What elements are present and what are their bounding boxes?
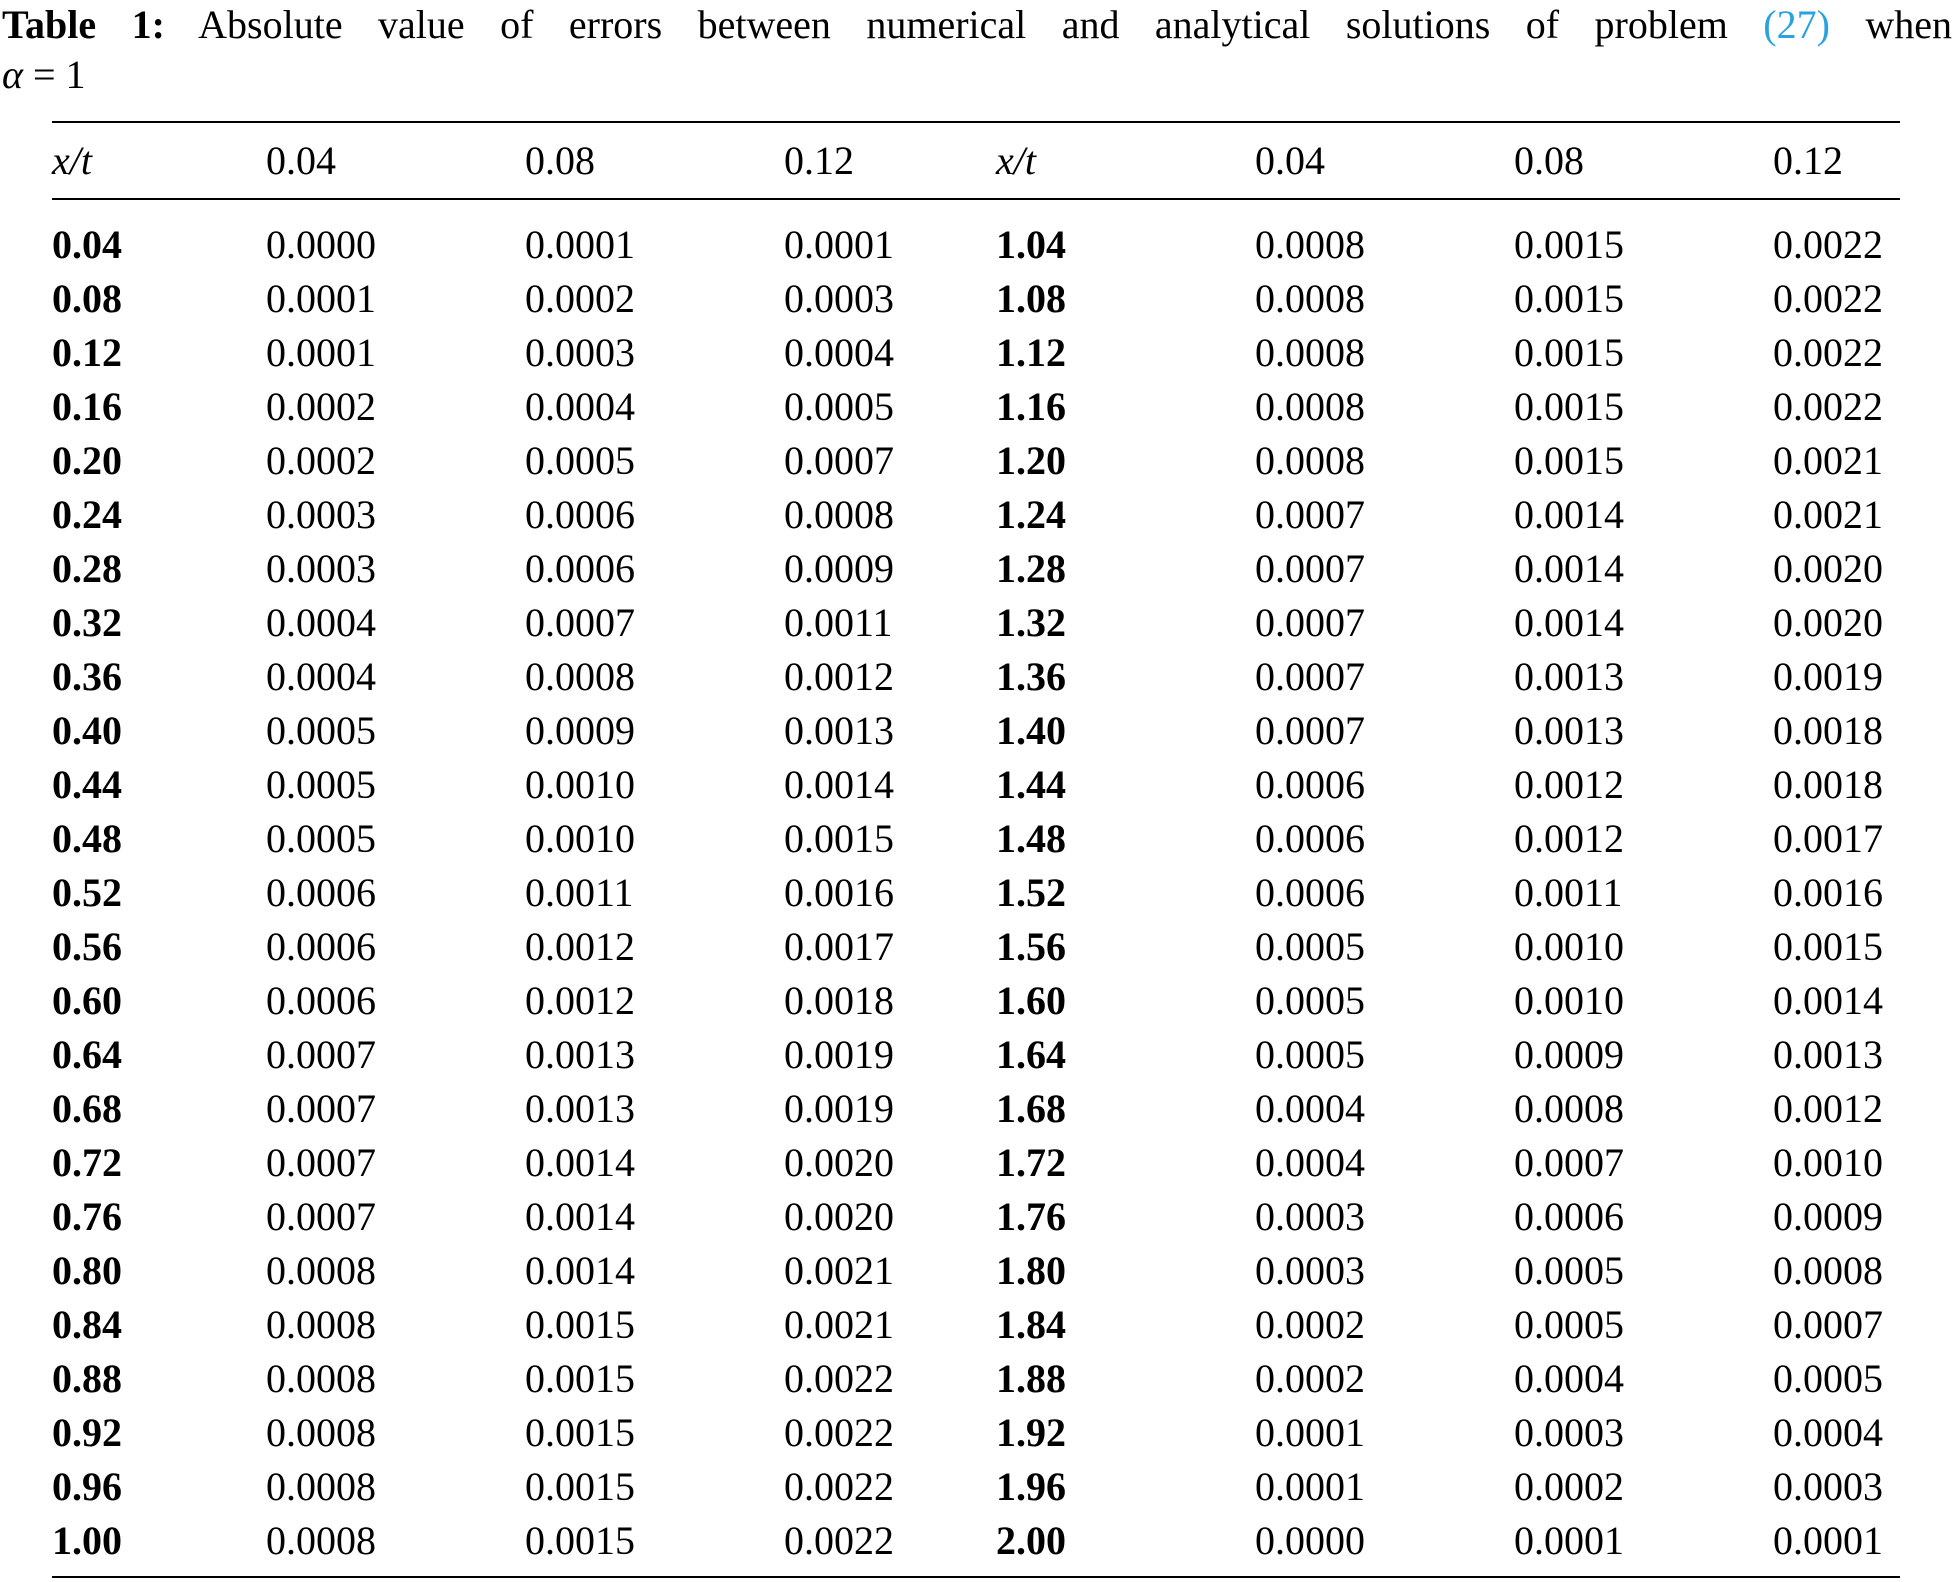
error-value-cell: 0.0009 — [1773, 1194, 1883, 1239]
x-value-cell: 0.96 — [52, 1464, 122, 1509]
table-row — [52, 1352, 1900, 1406]
error-value-cell: 0.0014 — [1514, 492, 1624, 537]
error-value-cell: 0.0011 — [525, 870, 634, 915]
x-value-cell: 0.92 — [52, 1410, 122, 1455]
error-value-cell: 0.0010 — [1514, 978, 1624, 1023]
error-value-cell: 0.0022 — [784, 1410, 894, 1455]
error-value-cell: 0.0007 — [266, 1140, 376, 1185]
x-value-cell: 1.60 — [996, 978, 1066, 1023]
error-value-cell: 0.0002 — [1514, 1464, 1624, 1509]
table-row — [52, 1082, 1900, 1136]
x-value-cell: 1.80 — [996, 1248, 1066, 1293]
error-value-cell: 0.0010 — [525, 816, 635, 861]
error-value-cell: 0.0004 — [784, 330, 894, 375]
error-value-cell: 0.0003 — [266, 546, 376, 591]
alpha-symbol: α — [2, 52, 23, 97]
error-value-cell: 0.0003 — [1773, 1464, 1883, 1509]
error-value-cell: 0.0021 — [784, 1302, 894, 1347]
table-row — [52, 596, 1900, 650]
error-value-cell: 0.0008 — [266, 1518, 376, 1563]
error-value-cell: 0.0004 — [1514, 1356, 1624, 1401]
table-row — [52, 974, 1900, 1028]
x-value-cell: 0.88 — [52, 1356, 122, 1401]
error-value-cell: 0.0013 — [525, 1086, 635, 1131]
error-value-cell: 0.0022 — [1773, 384, 1883, 429]
table-bottom-rule — [52, 1576, 1900, 1578]
x-value-cell: 0.32 — [52, 600, 122, 645]
error-value-cell: 0.0003 — [266, 492, 376, 537]
x-value-cell: 0.16 — [52, 384, 122, 429]
x-value-cell: 1.44 — [996, 762, 1066, 807]
error-value-cell: 0.0005 — [1255, 1032, 1365, 1077]
x-value-cell: 1.00 — [52, 1518, 122, 1563]
x-value-cell: 1.08 — [996, 276, 1066, 321]
error-value-cell: 0.0020 — [1773, 600, 1883, 645]
header-cell: 0.08 — [525, 137, 595, 183]
caption-text: Absolute value of errors between numerical and analytical solutions of problem — [198, 2, 1728, 47]
table-header-row — [52, 122, 1900, 198]
error-value-cell: 0.0004 — [1255, 1086, 1365, 1131]
table-row — [52, 704, 1900, 758]
x-value-cell: 0.68 — [52, 1086, 122, 1131]
x-value-cell: 1.16 — [996, 384, 1066, 429]
x-value-cell: 0.28 — [52, 546, 122, 591]
table-row — [52, 380, 1900, 434]
error-value-cell: 0.0006 — [1514, 1194, 1624, 1239]
error-value-cell: 0.0003 — [525, 330, 635, 375]
error-value-cell: 0.0006 — [525, 492, 635, 537]
error-value-cell: 0.0008 — [1255, 330, 1365, 375]
x-value-cell: 1.20 — [996, 438, 1066, 483]
error-value-cell: 0.0007 — [1255, 546, 1365, 591]
error-value-cell: 0.0015 — [784, 816, 894, 861]
x-value-cell: 1.40 — [996, 708, 1066, 753]
error-value-cell: 0.0009 — [784, 546, 894, 591]
x-value-cell: 2.00 — [996, 1518, 1066, 1563]
table-row — [52, 272, 1900, 326]
error-value-cell: 0.0019 — [784, 1032, 894, 1077]
x-value-cell: 0.24 — [52, 492, 122, 537]
error-value-cell: 0.0005 — [1255, 978, 1365, 1023]
error-value-cell: 0.0008 — [1773, 1248, 1883, 1293]
error-value-cell: 0.0005 — [784, 384, 894, 429]
error-value-cell: 0.0003 — [784, 276, 894, 321]
x-value-cell: 0.52 — [52, 870, 122, 915]
x-value-cell: 1.52 — [996, 870, 1066, 915]
x-value-cell: 0.08 — [52, 276, 122, 321]
error-value-cell: 0.0016 — [784, 870, 894, 915]
error-value-cell: 0.0005 — [1255, 924, 1365, 969]
error-value-cell: 0.0001 — [525, 222, 635, 267]
error-value-cell: 0.0006 — [525, 546, 635, 591]
error-value-cell: 0.0012 — [1514, 816, 1624, 861]
error-value-cell: 0.0000 — [266, 222, 376, 267]
x-value-cell: 1.56 — [996, 924, 1066, 969]
error-value-cell: 0.0018 — [784, 978, 894, 1023]
error-value-cell: 0.0021 — [1773, 492, 1883, 537]
x-value-cell: 1.72 — [996, 1140, 1066, 1185]
caption-tail: when — [1865, 2, 1952, 47]
error-value-cell: 0.0001 — [266, 276, 376, 321]
error-value-cell: 0.0008 — [525, 654, 635, 699]
error-value-cell: 0.0013 — [525, 1032, 635, 1077]
error-value-cell: 0.0010 — [1773, 1140, 1883, 1185]
error-value-cell: 0.0007 — [1514, 1140, 1624, 1185]
error-value-cell: 0.0001 — [784, 222, 894, 267]
table-row — [52, 1244, 1900, 1298]
table-row — [52, 1514, 1900, 1568]
error-value-cell: 0.0003 — [1255, 1194, 1365, 1239]
error-value-cell: 0.0017 — [784, 924, 894, 969]
error-value-cell: 0.0002 — [1255, 1356, 1365, 1401]
error-value-cell: 0.0007 — [525, 600, 635, 645]
error-value-cell: 0.0022 — [784, 1356, 894, 1401]
header-cell: x/t — [52, 137, 92, 183]
error-value-cell: 0.0003 — [1255, 1248, 1365, 1293]
error-value-cell: 0.0014 — [1514, 546, 1624, 591]
table-row — [52, 1028, 1900, 1082]
error-value-cell: 0.0011 — [784, 600, 893, 645]
error-value-cell: 0.0001 — [1773, 1518, 1883, 1563]
x-value-cell: 0.40 — [52, 708, 122, 753]
error-value-cell: 0.0006 — [266, 870, 376, 915]
error-value-cell: 0.0018 — [1773, 708, 1883, 753]
error-value-cell: 0.0005 — [266, 708, 376, 753]
table-body — [52, 198, 1900, 1568]
error-value-cell: 0.0002 — [525, 276, 635, 321]
error-value-cell: 0.0010 — [1514, 924, 1624, 969]
error-value-cell: 0.0015 — [1514, 438, 1624, 483]
header-cell: 0.08 — [1514, 137, 1584, 183]
error-value-cell: 0.0013 — [1514, 708, 1624, 753]
error-value-cell: 0.0022 — [1773, 222, 1883, 267]
x-value-cell: 0.76 — [52, 1194, 122, 1239]
error-value-cell: 0.0015 — [525, 1518, 635, 1563]
error-value-cell: 0.0007 — [266, 1032, 376, 1077]
error-value-cell: 0.0005 — [266, 762, 376, 807]
x-value-cell: 1.48 — [996, 816, 1066, 861]
error-value-cell: 0.0012 — [1773, 1086, 1883, 1131]
x-value-cell: 0.60 — [52, 978, 122, 1023]
error-value-cell: 0.0015 — [525, 1302, 635, 1347]
x-value-cell: 0.20 — [52, 438, 122, 483]
x-value-cell: 1.68 — [996, 1086, 1066, 1131]
table-row — [52, 1460, 1900, 1514]
error-value-cell: 0.0021 — [1773, 438, 1883, 483]
error-value-cell: 0.0015 — [1514, 222, 1624, 267]
error-value-cell: 0.0015 — [1514, 384, 1624, 429]
x-value-cell: 1.84 — [996, 1302, 1066, 1347]
error-value-cell: 0.0005 — [266, 816, 376, 861]
x-value-cell: 0.44 — [52, 762, 122, 807]
error-value-cell: 0.0006 — [1255, 816, 1365, 861]
error-value-cell: 0.0012 — [784, 654, 894, 699]
error-value-cell: 0.0004 — [266, 600, 376, 645]
error-value-cell: 0.0009 — [525, 708, 635, 753]
table-row — [52, 866, 1900, 920]
x-value-cell: 1.24 — [996, 492, 1066, 537]
error-value-cell: 0.0012 — [525, 924, 635, 969]
error-table — [52, 122, 1900, 1568]
table-row — [52, 920, 1900, 974]
error-value-cell: 0.0001 — [1255, 1410, 1365, 1455]
error-value-cell: 0.0016 — [1773, 870, 1883, 915]
error-value-cell: 0.0007 — [266, 1086, 376, 1131]
error-value-cell: 0.0020 — [784, 1140, 894, 1185]
error-value-cell: 0.0015 — [1773, 924, 1883, 969]
error-value-cell: 0.0008 — [266, 1356, 376, 1401]
x-value-cell: 1.88 — [996, 1356, 1066, 1401]
x-value-cell: 0.56 — [52, 924, 122, 969]
error-value-cell: 0.0011 — [1514, 870, 1623, 915]
error-value-cell: 0.0008 — [1514, 1086, 1624, 1131]
header-cell: 0.12 — [1773, 137, 1843, 183]
x-value-cell: 0.12 — [52, 330, 122, 375]
error-value-cell: 0.0008 — [1255, 276, 1365, 321]
error-value-cell: 0.0002 — [1255, 1302, 1365, 1347]
error-value-cell: 0.0019 — [1773, 654, 1883, 699]
error-value-cell: 0.0003 — [1514, 1410, 1624, 1455]
error-value-cell: 0.0000 — [1255, 1518, 1365, 1563]
x-value-cell: 1.28 — [996, 546, 1066, 591]
error-value-cell: 0.0007 — [1255, 600, 1365, 645]
error-value-cell: 0.0019 — [784, 1086, 894, 1131]
table-row — [52, 198, 1900, 272]
error-value-cell: 0.0006 — [266, 978, 376, 1023]
error-value-cell: 0.0014 — [1773, 978, 1883, 1023]
error-value-cell: 0.0008 — [1255, 222, 1365, 267]
table-row — [52, 326, 1900, 380]
error-value-cell: 0.0022 — [784, 1518, 894, 1563]
error-value-cell: 0.0005 — [1514, 1248, 1624, 1293]
error-value-cell: 0.0009 — [1514, 1032, 1624, 1077]
x-value-cell: 1.32 — [996, 600, 1066, 645]
x-value-cell: 1.64 — [996, 1032, 1066, 1077]
table-row — [52, 812, 1900, 866]
error-value-cell: 0.0004 — [1255, 1140, 1365, 1185]
error-value-cell: 0.0015 — [525, 1410, 635, 1455]
equation-reference-link[interactable]: (27) — [1763, 2, 1830, 47]
error-value-cell: 0.0001 — [1514, 1518, 1624, 1563]
x-value-cell: 1.04 — [996, 222, 1066, 267]
table-row — [52, 542, 1900, 596]
error-value-cell: 0.0013 — [1514, 654, 1624, 699]
error-value-cell: 0.0013 — [784, 708, 894, 753]
x-value-cell: 1.36 — [996, 654, 1066, 699]
error-value-cell: 0.0008 — [266, 1410, 376, 1455]
error-value-cell: 0.0007 — [784, 438, 894, 483]
error-value-cell: 0.0001 — [266, 330, 376, 375]
error-value-cell: 0.0017 — [1773, 816, 1883, 861]
table-row — [52, 488, 1900, 542]
error-value-cell: 0.0020 — [1773, 546, 1883, 591]
x-value-cell: 0.36 — [52, 654, 122, 699]
table-row — [52, 1136, 1900, 1190]
error-value-cell: 0.0008 — [1255, 384, 1365, 429]
error-value-cell: 0.0014 — [525, 1194, 635, 1239]
error-value-cell: 0.0013 — [1773, 1032, 1883, 1077]
error-value-cell: 0.0022 — [784, 1464, 894, 1509]
header-cell: x/t — [996, 137, 1036, 183]
error-value-cell: 0.0022 — [1773, 276, 1883, 321]
error-value-cell: 0.0008 — [266, 1464, 376, 1509]
error-value-cell: 0.0014 — [1514, 600, 1624, 645]
table-row — [52, 650, 1900, 704]
error-value-cell: 0.0007 — [1773, 1302, 1883, 1347]
error-value-cell: 0.0005 — [525, 438, 635, 483]
x-value-cell: 0.04 — [52, 222, 122, 267]
error-value-cell: 0.0001 — [1255, 1464, 1365, 1509]
error-value-cell: 0.0004 — [1773, 1410, 1883, 1455]
error-value-cell: 0.0015 — [1514, 276, 1624, 321]
error-value-cell: 0.0006 — [266, 924, 376, 969]
error-value-cell: 0.0014 — [525, 1140, 635, 1185]
header-cell: 0.12 — [784, 137, 854, 183]
error-value-cell: 0.0012 — [1514, 762, 1624, 807]
table-row — [52, 758, 1900, 812]
error-value-cell: 0.0012 — [525, 978, 635, 1023]
error-value-cell: 0.0005 — [1514, 1302, 1624, 1347]
error-value-cell: 0.0005 — [1773, 1356, 1883, 1401]
error-value-cell: 0.0015 — [525, 1464, 635, 1509]
table-caption — [2, 0, 1952, 50]
x-value-cell: 1.96 — [996, 1464, 1066, 1509]
error-value-cell: 0.0010 — [525, 762, 635, 807]
error-value-cell: 0.0020 — [784, 1194, 894, 1239]
table-row — [52, 434, 1900, 488]
error-value-cell: 0.0015 — [1514, 330, 1624, 375]
error-value-cell: 0.0006 — [1255, 870, 1365, 915]
error-value-cell: 0.0004 — [266, 654, 376, 699]
error-value-cell: 0.0014 — [525, 1248, 635, 1293]
error-value-cell: 0.0022 — [1773, 330, 1883, 375]
x-value-cell: 1.12 — [996, 330, 1066, 375]
error-value-cell: 0.0018 — [1773, 762, 1883, 807]
error-value-cell: 0.0007 — [1255, 492, 1365, 537]
x-value-cell: 0.84 — [52, 1302, 122, 1347]
header-cell: 0.04 — [266, 137, 336, 183]
error-value-cell: 0.0014 — [784, 762, 894, 807]
header-cell: 0.04 — [1255, 137, 1325, 183]
error-value-cell: 0.0002 — [266, 438, 376, 483]
caption-label: Table 1: — [2, 2, 165, 47]
x-value-cell: 0.48 — [52, 816, 122, 861]
caption-condition-value: = 1 — [23, 52, 86, 97]
error-value-cell: 0.0008 — [266, 1248, 376, 1293]
x-value-cell: 0.72 — [52, 1140, 122, 1185]
error-value-cell: 0.0008 — [1255, 438, 1365, 483]
x-value-cell: 1.92 — [996, 1410, 1066, 1455]
table-row — [52, 1406, 1900, 1460]
error-value-cell: 0.0006 — [1255, 762, 1365, 807]
x-value-cell: 0.64 — [52, 1032, 122, 1077]
error-value-cell: 0.0015 — [525, 1356, 635, 1401]
error-value-cell: 0.0021 — [784, 1248, 894, 1293]
table-row — [52, 1190, 1900, 1244]
table-row — [52, 1298, 1900, 1352]
caption-condition — [2, 50, 86, 100]
error-value-cell: 0.0007 — [1255, 654, 1365, 699]
error-value-cell: 0.0007 — [1255, 708, 1365, 753]
x-value-cell: 0.80 — [52, 1248, 122, 1293]
error-value-cell: 0.0002 — [266, 384, 376, 429]
error-value-cell: 0.0004 — [525, 384, 635, 429]
error-value-cell: 0.0007 — [266, 1194, 376, 1239]
error-value-cell: 0.0008 — [266, 1302, 376, 1347]
x-value-cell: 1.76 — [996, 1194, 1066, 1239]
error-value-cell: 0.0008 — [784, 492, 894, 537]
